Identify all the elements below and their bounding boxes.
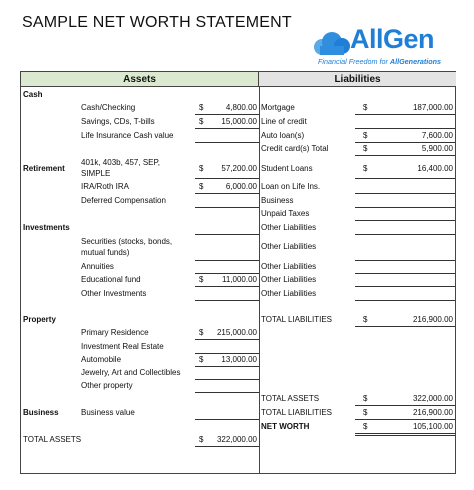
summary-total-liabilities-value: 216,900.00	[412, 408, 453, 417]
underline	[355, 326, 455, 327]
underline	[355, 419, 455, 420]
net-worth-sheet	[20, 71, 456, 474]
liab-credit-cards-currency: $	[363, 144, 368, 153]
underline	[355, 142, 455, 143]
asset-savings-currency: $	[199, 117, 204, 126]
asset-securities-label: Securities (stocks, bonds,	[81, 237, 173, 246]
underline	[195, 128, 259, 129]
underline	[355, 234, 455, 235]
asset-annuities-label: Annuities	[81, 262, 114, 271]
underline	[355, 114, 455, 115]
underline	[355, 300, 455, 301]
asset-jewelry-label: Jewelry, Art and Collectibles	[81, 368, 181, 377]
liab-auto-loans-label: Auto loan(s)	[261, 131, 305, 140]
liab-student-loans-value: 16,400.00	[417, 164, 453, 173]
liab-other-4-label: Other Liabilities	[261, 275, 317, 284]
underline	[355, 193, 455, 194]
liabilities-header: Liabilities	[259, 72, 456, 87]
underline	[195, 353, 259, 354]
asset-business-value-label: Business value	[81, 408, 135, 417]
asset-primary-residence-label: Primary Residence	[81, 328, 149, 337]
underline	[195, 446, 259, 447]
asset-investment-real-estate-label: Investment Real Estate	[81, 342, 164, 351]
liab-other-3-label: Other Liabilities	[261, 262, 317, 271]
asset-savings-label: Savings, CDs, T-bills	[81, 117, 155, 126]
underline	[355, 155, 455, 156]
liab-mortgage-currency: $	[363, 103, 368, 112]
asset-automobile-value: 13,000.00	[221, 355, 257, 364]
asset-other-investments-label: Other Investments	[81, 289, 147, 298]
summary-net-worth-label: NET WORTH	[261, 422, 310, 431]
underline	[195, 114, 259, 115]
summary-total-assets-currency: $	[363, 394, 368, 403]
liab-life-loan-label: Loan on Life Ins.	[261, 182, 321, 191]
liab-business-label: Business	[261, 196, 294, 205]
liab-total-currency: $	[363, 315, 368, 324]
asset-other-property-label: Other property	[81, 381, 133, 390]
underline	[195, 339, 259, 340]
underline	[355, 273, 455, 274]
liab-credit-cards-value: 5,900.00	[421, 144, 453, 153]
summary-total-assets-value: 322,000.00	[412, 394, 453, 403]
total-assets-currency: $	[199, 435, 204, 444]
underline	[355, 220, 455, 221]
liab-other-1-label: Other Liabilities	[261, 223, 317, 232]
asset-educational-currency: $	[199, 275, 204, 284]
total-assets-label: TOTAL ASSETS	[23, 435, 82, 444]
logo-tagline: Financial Freedom for AllGenerations	[318, 57, 442, 66]
liab-unpaid-taxes-label: Unpaid Taxes	[261, 209, 310, 218]
underline	[195, 392, 259, 393]
underline	[195, 366, 259, 367]
summary-total-liabilities-currency: $	[363, 408, 368, 417]
underline	[195, 178, 259, 179]
asset-life-insurance-label: Life Insurance Cash value	[81, 131, 174, 140]
underline	[355, 207, 455, 208]
liab-auto-loans-currency: $	[363, 131, 368, 140]
section-business: Business	[23, 408, 59, 417]
liab-line-of-credit-label: Line of credit	[261, 117, 307, 126]
asset-securities-label-2: mutual funds)	[81, 248, 130, 257]
logo-wordmark: AllGen	[350, 24, 435, 54]
summary-total-liabilities-label: TOTAL LIABILITIES	[261, 408, 332, 417]
asset-primary-residence-value: 215,000.00	[216, 328, 257, 337]
underline	[195, 286, 259, 287]
underline	[195, 142, 259, 143]
liab-total-value: 216,900.00	[412, 315, 453, 324]
underline	[355, 128, 455, 129]
liab-credit-cards-label: Credit card(s) Total	[261, 144, 329, 153]
summary-total-assets-label: TOTAL ASSETS	[261, 394, 320, 403]
section-investments: Investments	[23, 223, 70, 232]
asset-educational-label: Educational fund	[81, 275, 141, 284]
double-underline	[355, 433, 455, 436]
asset-savings-value: 15,000.00	[221, 117, 257, 126]
liab-mortgage-value: 187,000.00	[412, 103, 453, 112]
summary-net-worth-currency: $	[363, 422, 368, 431]
allgen-logo	[312, 24, 464, 70]
section-retirement: Retirement	[23, 164, 65, 173]
asset-automobile-label: Automobile	[81, 355, 122, 364]
asset-401k-label-2: SIMPLE	[81, 169, 111, 178]
liab-auto-loans-value: 7,600.00	[421, 131, 453, 140]
underline	[355, 178, 455, 179]
asset-checking-value: 4,800.00	[225, 103, 257, 112]
asset-deferred-label: Deferred Compensation	[81, 196, 166, 205]
liab-total-label: TOTAL LIABILITIES	[261, 315, 332, 324]
liab-mortgage-label: Mortgage	[261, 103, 295, 112]
asset-401k-currency: $	[199, 164, 204, 173]
page-title: SAMPLE NET WORTH STATEMENT	[22, 14, 292, 31]
underline	[355, 405, 455, 406]
asset-checking-currency: $	[199, 103, 204, 112]
underline	[195, 193, 259, 194]
liab-other-5-label: Other Liabilities	[261, 289, 317, 298]
asset-primary-residence-currency: $	[199, 328, 204, 337]
summary-net-worth-value: 105,100.00	[412, 422, 453, 431]
liab-other-2-label: Other Liabilities	[261, 242, 317, 251]
asset-401k-label: 401k, 403b, 457, SEP,	[81, 158, 161, 167]
asset-ira-value: 6,000.00	[225, 182, 257, 191]
assets-header: Assets	[21, 72, 259, 87]
cloud-icon	[312, 32, 352, 56]
total-assets-value: 322,000.00	[216, 435, 257, 444]
section-property: Property	[23, 315, 56, 324]
underline	[195, 273, 259, 274]
underline	[195, 234, 259, 235]
liab-student-loans-currency: $	[363, 164, 368, 173]
column-divider	[259, 87, 260, 474]
asset-educational-value: 11,000.00	[222, 275, 257, 284]
underline	[355, 260, 455, 261]
liab-student-loans-label: Student Loans	[261, 164, 313, 173]
asset-ira-currency: $	[199, 182, 204, 191]
asset-ira-label: IRA/Roth IRA	[81, 182, 130, 191]
asset-checking-label: Cash/Checking	[81, 103, 136, 112]
asset-automobile-currency: $	[199, 355, 204, 364]
underline	[195, 300, 259, 301]
underline	[355, 286, 455, 287]
underline	[195, 419, 259, 420]
underline	[195, 207, 259, 208]
underline	[195, 260, 259, 261]
underline	[195, 379, 259, 380]
asset-401k-value: 57,200.00	[221, 164, 257, 173]
section-cash: Cash	[23, 90, 43, 99]
